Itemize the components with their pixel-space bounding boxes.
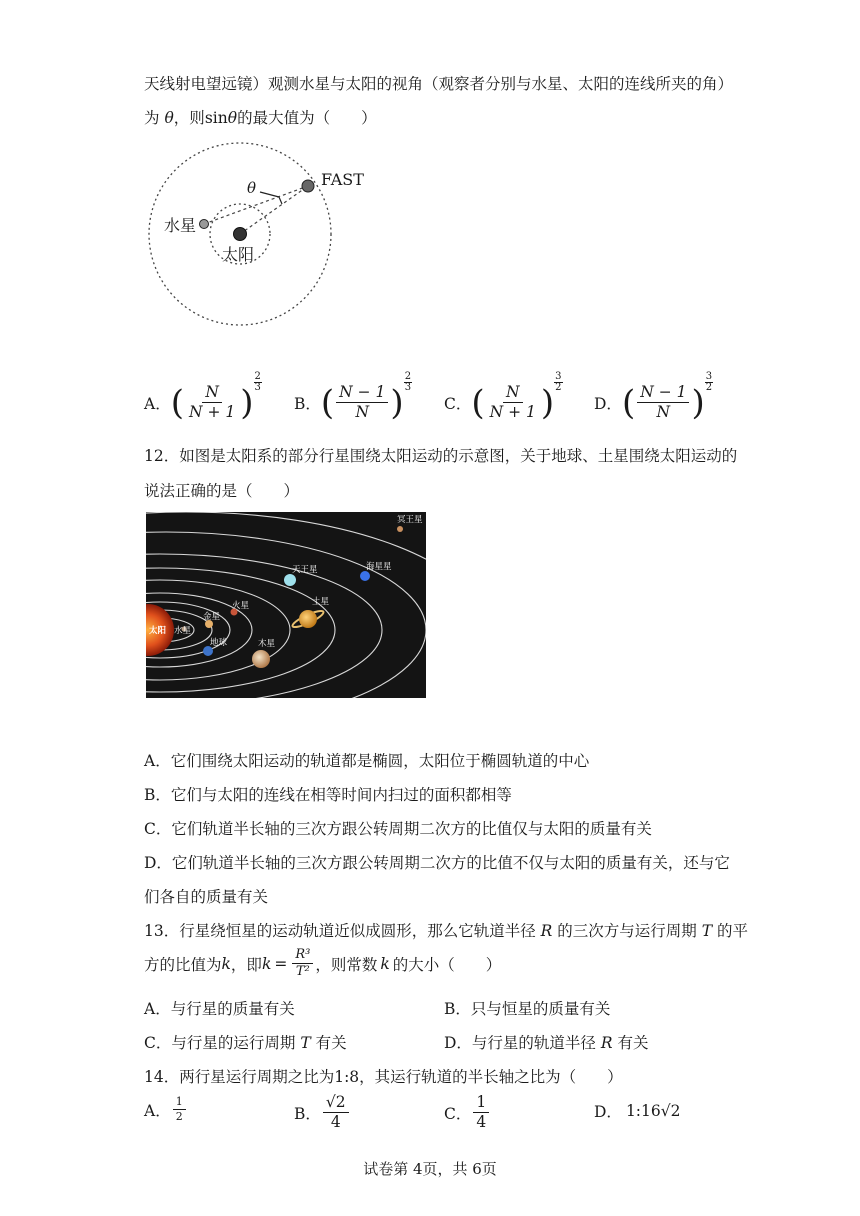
fraction-num: N (503, 384, 523, 403)
theta-arc (279, 197, 282, 204)
q13-part-g: 的大小（ ） (392, 955, 502, 974)
sun-label: 太阳 (222, 245, 255, 264)
option-fraction (323, 1094, 349, 1131)
page-footer: 试卷第 4页，共 6页 (363, 1160, 497, 1178)
fast-label: FAST (321, 170, 364, 189)
figure-background (146, 512, 426, 698)
q13-option-c[interactable] (144, 1031, 347, 1053)
q13-option-b[interactable]: B．只与恒星的质量有关 (444, 1000, 611, 1018)
fraction-den: 2 (175, 1110, 183, 1124)
exponent (254, 372, 262, 393)
option-letter: B． (294, 1104, 321, 1123)
var-t: T (701, 922, 713, 940)
option-fraction (637, 384, 689, 421)
pluto-icon (397, 526, 403, 532)
left-paren: ( (621, 382, 636, 423)
q14-text: 14．两行星运行周期之比为1:8，其运行轨道的半长轴之比为（ ） (144, 1068, 623, 1086)
option-c-text: C．与行星的运行周期 (144, 1034, 296, 1052)
q14-option-c[interactable] (444, 1094, 491, 1131)
option-fraction (173, 1096, 186, 1123)
fraction-den: 4 (476, 1113, 487, 1132)
option-c-suffix: 有关 (315, 1034, 347, 1052)
fraction-den: N + 1 (188, 403, 236, 422)
option-letter: D． (594, 1103, 622, 1121)
q11-option-a[interactable] (144, 371, 262, 423)
left-paren: ( (320, 382, 335, 423)
q11-text-line2 (144, 106, 377, 128)
exponent-num: 3 (555, 371, 562, 383)
option-d-text: D．与行星的轨道半径 (444, 1034, 596, 1052)
right-paren: ) (240, 382, 254, 423)
q13-option-d[interactable] (444, 1031, 649, 1053)
option-letter: A． (144, 394, 171, 413)
right-paren: ) (691, 382, 705, 423)
q11-suffix: 的最大值为（ ） (237, 109, 377, 127)
q11-orbit-figure (148, 140, 378, 360)
theta-symbol: θ (164, 109, 174, 127)
option-letter: B． (294, 394, 321, 413)
var-r: R (540, 922, 553, 940)
fraction-num: N (202, 384, 222, 403)
fraction-den: N + 1 (489, 403, 536, 422)
option-fraction (336, 384, 388, 421)
right-paren: ) (540, 382, 555, 423)
pluto-label: 冥王星 (397, 515, 423, 525)
q14-option-a[interactable] (144, 1096, 188, 1123)
sin-symbol: sin (204, 109, 228, 127)
left-paren: ( (170, 382, 184, 423)
exponent-den: 2 (705, 382, 713, 394)
q12-text-line1: 12．如图是太阳系的部分行星围绕太阳运动的示意图，关于地球、土星围绕太阳运动的 (144, 447, 738, 465)
exponent (404, 372, 412, 393)
q13-part-d: 方的比值为 (144, 955, 222, 974)
fraction-num: 1 (473, 1094, 489, 1113)
sun-dot (234, 228, 247, 241)
saturn-label: 土星 (312, 597, 330, 607)
saturn-icon (299, 610, 317, 628)
q12-text-line2: 说法正确的是（ ） (144, 482, 300, 500)
q11-option-d[interactable] (594, 371, 713, 423)
q12-option-d-cont: 们各自的质量有关 (144, 888, 269, 906)
q12-option-d[interactable]: D．它们轨道半长轴的三次方跟公转周期二次方的比值不仅与太阳的质量有关，还与它 (144, 854, 730, 872)
fraction-den: N (656, 403, 671, 422)
exponent-num: 2 (254, 371, 261, 383)
q11-mid: ，则 (173, 109, 205, 127)
left-paren: ( (471, 382, 485, 423)
right-paren: ) (390, 382, 404, 423)
option-letter: C． (444, 394, 472, 413)
q12-option-a[interactable]: A．它们围绕太阳运动的轨道都是椭圆，太阳位于椭圆轨道的中心 (144, 752, 590, 770)
eq-num: R³ (292, 948, 313, 964)
q13-part-e: ，即 (230, 955, 262, 974)
q11-option-b[interactable] (294, 371, 412, 423)
option-letter: C． (444, 1104, 472, 1123)
option-value: 1:16√2 (625, 1102, 681, 1120)
q14-option-b[interactable] (294, 1094, 351, 1131)
theta-label: θ (247, 179, 257, 197)
q11-prefix: 为 (144, 109, 160, 127)
var-k: k (221, 954, 231, 973)
q13-option-a[interactable]: A．与行星的质量有关 (144, 1000, 295, 1018)
jupiter-icon (252, 650, 270, 668)
fraction-num: N − 1 (336, 384, 388, 403)
q11-text-line1: 天线射电望远镜）观测水星与太阳的视角（观察者分别与水星、太阳的连线所夹的角） (144, 75, 734, 93)
mercury-label: 水星 (174, 626, 192, 636)
var-t: T (300, 1034, 311, 1052)
exponent-den: 3 (404, 382, 412, 394)
exponent (705, 372, 713, 393)
exponent-den: 2 (555, 382, 562, 394)
eq-den: T² (295, 964, 310, 980)
option-fraction (487, 384, 539, 421)
option-fraction (186, 384, 238, 421)
earth-label: 地球 (210, 638, 228, 648)
var-r: R (600, 1034, 613, 1052)
solar-system-figure (146, 512, 426, 698)
fraction-num: √2 (323, 1094, 349, 1113)
uranus-icon (284, 574, 296, 586)
q13-part-c: 的平 (717, 922, 749, 940)
var-k-2: k (380, 954, 390, 973)
eq-fraction (292, 948, 313, 980)
theta-marker (260, 192, 279, 197)
q13-part-f: ，则常数 (315, 955, 378, 974)
exponent (554, 372, 562, 393)
fraction-den: 4 (330, 1113, 341, 1132)
mercury-label: 水星 (164, 216, 197, 235)
eq-sign: = (274, 954, 288, 973)
exponent-den: 3 (254, 382, 261, 394)
venus-label: 金星 (203, 612, 221, 622)
jupiter-label: 木星 (258, 639, 276, 649)
neptune-icon (360, 571, 370, 581)
mars-label: 火星 (232, 601, 250, 611)
q12-option-b[interactable]: B．它们与太阳的连线在相等时间内扫过的面积都相等 (144, 786, 512, 804)
uranus-label: 天王星 (292, 565, 318, 575)
q13-part-b: 的三次方与运行周期 (557, 922, 697, 940)
q14-option-d[interactable] (594, 1100, 680, 1122)
fast-dot (302, 180, 314, 192)
eq-lhs: k (261, 954, 272, 973)
q11-option-c[interactable] (444, 371, 563, 423)
q13-text-line1 (144, 919, 748, 941)
fraction-den: N (355, 403, 370, 422)
q13-text-line2 (144, 948, 501, 980)
neptune-label: 海星星 (366, 562, 392, 572)
fraction-num: N − 1 (637, 384, 689, 403)
exponent-num: 3 (705, 371, 713, 383)
exponent-num: 2 (404, 371, 412, 383)
mercury-dot (200, 220, 209, 229)
fraction-num: 1 (173, 1096, 186, 1110)
option-fraction (473, 1094, 489, 1131)
option-letter: A． (144, 1101, 171, 1120)
sun-label: 太阳 (149, 626, 167, 636)
option-d-suffix: 有关 (617, 1034, 649, 1052)
q12-option-c[interactable]: C．它们轨道半长轴的三次方跟公转周期二次方的比值仅与太阳的质量有关 (144, 820, 652, 838)
option-letter: D． (594, 394, 622, 413)
q13-part-a: 13．行星绕恒星的运动轨道近似成圆形，那么它轨道半径 (144, 922, 536, 940)
theta-symbol-2: θ (227, 109, 238, 127)
